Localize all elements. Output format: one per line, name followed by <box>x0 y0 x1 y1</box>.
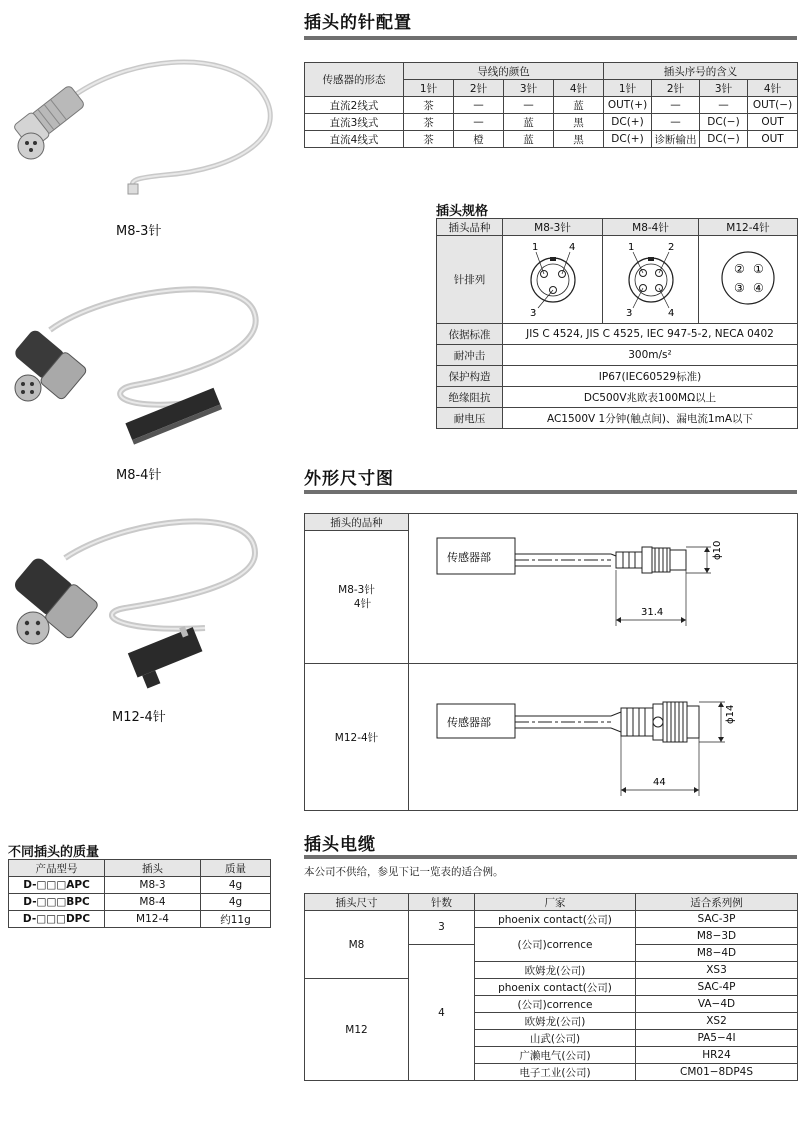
pin-count-3: 3 <box>409 911 475 945</box>
spec-value: DC500V兆欧表100MΩ以上 <box>503 387 798 408</box>
mass-table <box>8 859 271 928</box>
spec-label: 绝缘阻抗 <box>437 387 503 408</box>
m8-3-pin-3: 3 <box>529 308 536 319</box>
pin-header: 2针 <box>454 80 504 97</box>
meaning-cell: DC(−) <box>700 114 748 131</box>
m8-4-pin-3: 3 <box>625 308 632 319</box>
plug-kind-m8-4: M8-4针 <box>603 219 699 236</box>
m8-4-pin-1: 1 <box>627 242 634 253</box>
m12-length-dim: 44 <box>653 777 666 788</box>
meaning-cell: DC(−) <box>700 131 748 148</box>
maker-cell: phoenix contact(公司) <box>475 979 636 996</box>
m12-4-pin-2: ② <box>734 262 745 276</box>
form-cell: 直流2线式 <box>305 97 404 114</box>
cable-title: 插头电缆 <box>304 835 376 855</box>
pin-header: 4针 <box>554 80 604 97</box>
table-row <box>305 131 798 148</box>
mass-header-mass: 质量 <box>201 860 271 877</box>
m8-3-pin-diagram-cell <box>503 236 603 324</box>
spec-label: 耐电压 <box>437 408 503 429</box>
color-cell: 蓝 <box>504 114 554 131</box>
meaning-cell: OUT <box>748 114 798 131</box>
mass-cell: 约11g <box>201 911 271 928</box>
form-cell: 直流3线式 <box>305 114 404 131</box>
plug-kind-header: 插头品种 <box>437 219 503 236</box>
color-cell: 茶 <box>404 131 454 148</box>
color-cell: 茶 <box>404 97 454 114</box>
plug-size-m8: M8 <box>305 911 409 979</box>
outline-drawing-2-cell <box>409 664 798 811</box>
cable-header-pins: 针数 <box>409 894 475 911</box>
color-cell: — <box>454 97 504 114</box>
m8-4-pin-2: 2 <box>667 242 674 253</box>
series-cell: VA−4D <box>636 996 798 1013</box>
m8-3-cable-image <box>5 40 275 210</box>
meaning-cell: DC(+) <box>604 131 652 148</box>
pin-config-table <box>304 62 798 148</box>
pin-header: 2针 <box>652 80 700 97</box>
color-cell: — <box>504 97 554 114</box>
cable-header-series: 适合系列例 <box>636 894 798 911</box>
outline-row2-label: M12-4针 <box>305 664 409 811</box>
meaning-cell: — <box>652 114 700 131</box>
plug-cell: M8-4 <box>105 894 201 911</box>
table-row <box>437 387 798 408</box>
plug-kind-m8-3: M8-3针 <box>503 219 603 236</box>
meaning-cell: DC(+) <box>604 114 652 131</box>
meaning-cell: OUT(−) <box>748 97 798 114</box>
outline-row1-label-b: 4针 <box>353 598 372 611</box>
table-row <box>437 345 798 366</box>
series-cell: XS2 <box>636 1013 798 1030</box>
form-cell: 直流4线式 <box>305 131 404 148</box>
series-cell: M8−3D <box>636 928 798 945</box>
maker-cell: 欧姆龙(公司) <box>475 1013 636 1030</box>
mass-header-plug: 插头 <box>105 860 201 877</box>
table-row <box>437 324 798 345</box>
table-row <box>305 979 798 996</box>
m12-4-pin-4: ④ <box>753 281 764 295</box>
meaning-cell: OUT(+) <box>604 97 652 114</box>
m8-diameter-dim: ϕ10 <box>712 540 723 560</box>
color-cell: 橙 <box>454 131 504 148</box>
pin-config-header-wire: 导线的颜色 <box>404 63 604 80</box>
color-cell: 黑 <box>554 131 604 148</box>
table-row <box>9 911 271 928</box>
plug-spec-table <box>436 218 798 429</box>
m8-3-pin-4: 4 <box>568 242 575 253</box>
spec-value: AC1500V 1分钟(触点间)、漏电流1mA以下 <box>503 408 798 429</box>
m8-3-pin-1: 1 <box>531 242 538 253</box>
cable-table <box>304 893 798 1081</box>
maker-cell: (公司)corrence <box>475 928 636 962</box>
spec-value: IP67(IEC60529标准) <box>503 366 798 387</box>
outline-kind-header: 插头的品种 <box>305 514 409 531</box>
table-row <box>437 408 798 429</box>
spec-value: 300m/s² <box>503 345 798 366</box>
spec-value: JIS C 4524, JIS C 4525, IEC 947-5-2, NECA 0402 <box>503 324 798 345</box>
pin-header: 1针 <box>404 80 454 97</box>
model-cell: D-□□□DPC <box>9 911 105 928</box>
m12-4-pin-diagram <box>703 236 793 320</box>
meaning-cell: — <box>652 97 700 114</box>
spec-label: 耐冲击 <box>437 345 503 366</box>
mass-cell: 4g <box>201 894 271 911</box>
color-cell: 蓝 <box>554 97 604 114</box>
model-cell: D-□□□APC <box>9 877 105 894</box>
m8-4-caption: M8-4针 <box>116 468 162 483</box>
maker-cell: phoenix contact(公司) <box>475 911 636 928</box>
pin-header: 4针 <box>748 80 798 97</box>
plug-spec-title: 插头规格 <box>436 204 489 219</box>
spec-label: 保护构造 <box>437 366 503 387</box>
sensor-label: 传感器部 <box>447 716 491 729</box>
pin-config-header-form: 传感器的形态 <box>305 63 404 97</box>
mass-title: 不同插头的质量 <box>8 845 100 860</box>
series-cell: CM01−8DP4S <box>636 1064 798 1081</box>
pin-config-header-meaning: 插头序号的含义 <box>604 63 798 80</box>
pin-header: 3针 <box>700 80 748 97</box>
meaning-cell: OUT <box>748 131 798 148</box>
table-row <box>9 894 271 911</box>
series-cell: PA5−4I <box>636 1030 798 1047</box>
plug-cell: M8-3 <box>105 877 201 894</box>
pin-config-rule <box>304 36 797 40</box>
cable-header-size: 插头尺寸 <box>305 894 409 911</box>
m12-4-caption: M12-4针 <box>112 710 166 725</box>
m12-4-pin-diagram-cell <box>699 236 798 324</box>
pin-header: 1针 <box>604 80 652 97</box>
series-cell: SAC-4P <box>636 979 798 996</box>
cable-header-maker: 厂家 <box>475 894 636 911</box>
pin-config-title: 插头的针配置 <box>304 13 412 33</box>
table-row <box>305 114 798 131</box>
maker-cell: 电子工业(公司) <box>475 1064 636 1081</box>
outline-row1-label-a: M8-3针 <box>338 584 375 597</box>
table-row <box>305 911 798 928</box>
cable-rule <box>304 855 797 859</box>
m8-4-pin-diagram-cell <box>603 236 699 324</box>
m8-3-pin-diagram <box>508 236 598 320</box>
outline-row1-label-cell <box>305 531 409 664</box>
meaning-cell: 诊断输出 <box>652 131 700 148</box>
maker-cell: 欧姆龙(公司) <box>475 962 636 979</box>
outline-title: 外形尺寸图 <box>304 469 394 489</box>
outline-table <box>304 513 798 811</box>
color-cell: 蓝 <box>504 131 554 148</box>
mass-header-model: 产品型号 <box>9 860 105 877</box>
pin-layout-label: 针排列 <box>437 236 503 324</box>
color-cell: — <box>454 114 504 131</box>
maker-cell: 山武(公司) <box>475 1030 636 1047</box>
m12-outline-drawing <box>411 664 796 807</box>
maker-cell: (公司)corrence <box>475 996 636 1013</box>
cable-note: 本公司不供给，参见下记一览表的适合例。 <box>304 866 504 878</box>
plug-cell: M12-4 <box>105 911 201 928</box>
pin-header: 3针 <box>504 80 554 97</box>
m12-4-pin-1: ① <box>753 262 764 276</box>
m8-outline-drawing <box>411 514 796 660</box>
color-cell: 茶 <box>404 114 454 131</box>
table-row <box>9 877 271 894</box>
spec-label: 依据标准 <box>437 324 503 345</box>
series-cell: XS3 <box>636 962 798 979</box>
m8-4-pin-diagram <box>606 236 696 320</box>
m12-4-cable-image <box>5 508 275 698</box>
color-cell: 黑 <box>554 114 604 131</box>
table-row <box>437 366 798 387</box>
maker-cell: 广濑电气(公司) <box>475 1047 636 1064</box>
m12-4-pin-3: ③ <box>734 281 745 295</box>
outline-rule <box>304 490 797 494</box>
series-cell: HR24 <box>636 1047 798 1064</box>
model-cell: D-□□□BPC <box>9 894 105 911</box>
m12-diameter-dim: ϕ14 <box>725 704 736 724</box>
m8-length-dim: 31.4 <box>641 607 664 618</box>
meaning-cell: — <box>700 97 748 114</box>
series-cell: M8−4D <box>636 945 798 962</box>
sensor-label: 传感器部 <box>447 551 491 564</box>
pin-count-4: 4 <box>409 945 475 1081</box>
plug-kind-m12-4: M12-4针 <box>699 219 798 236</box>
outline-drawing-1-cell <box>409 514 798 664</box>
mass-cell: 4g <box>201 877 271 894</box>
m8-3-caption: M8-3针 <box>116 224 162 239</box>
table-row <box>305 97 798 114</box>
series-cell: SAC-3P <box>636 911 798 928</box>
plug-size-m12: M12 <box>305 979 409 1081</box>
m8-4-pin-4: 4 <box>667 308 674 319</box>
m8-4-cable-image <box>5 275 275 450</box>
